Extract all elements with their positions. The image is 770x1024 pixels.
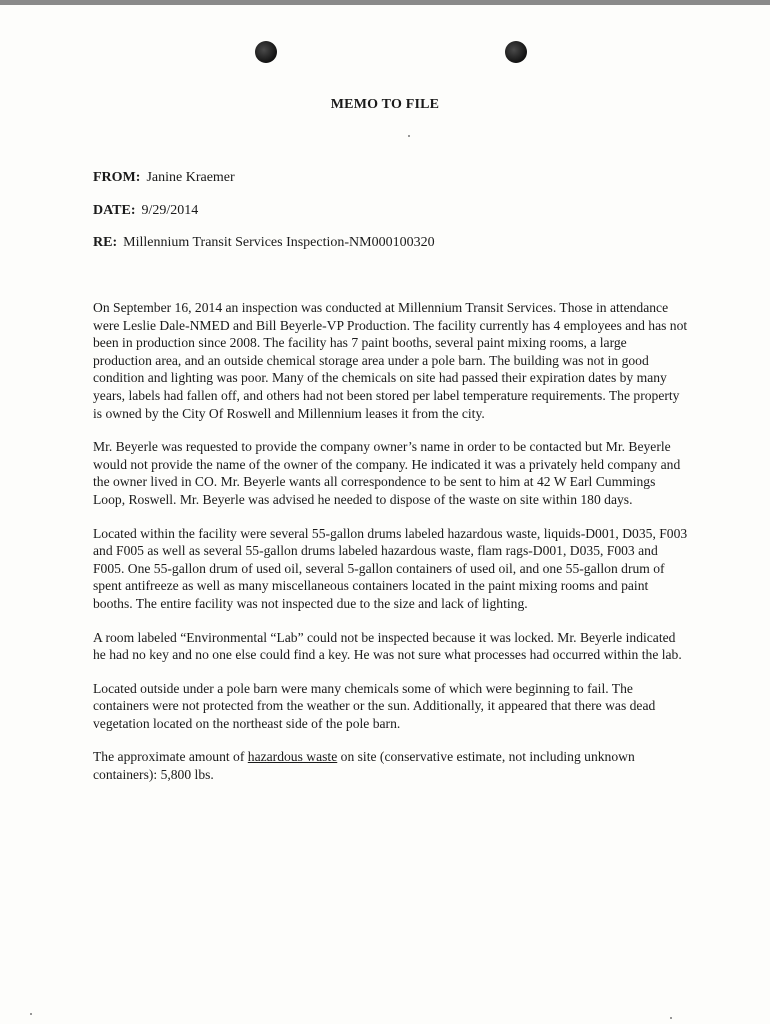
scan-speck (670, 1017, 672, 1019)
memo-page (0, 5, 770, 1024)
re-line (93, 235, 435, 251)
estimate-underlined: hazardous waste (247, 749, 338, 765)
date-label: DATE: (93, 203, 136, 218)
paragraph-lab: A room labeled “Environmental “Lab” could not be inspected because it was locked. Mr. Beyerle indicated he had no key and no one else could find a key. He was not sure what processes had occurred within the lab. (93, 629, 682, 663)
scan-speck (30, 1013, 32, 1015)
memo-title: MEMO TO FILE (330, 97, 440, 112)
paragraph-estimate (93, 748, 688, 783)
from-label: FROM: (93, 170, 141, 185)
from-line (93, 170, 235, 186)
punch-hole-right (505, 41, 527, 63)
re-label: RE: (93, 235, 118, 250)
estimate-text-before: The approximate amount of (93, 749, 248, 765)
date-line (93, 203, 198, 219)
scan-speck (408, 135, 410, 137)
paragraph-inspection: On September 16, 2014 an inspection was conducted at Millennium Transit Services. Those in attendance were Leslie Dale-NMED and Bill Beyerle-VP Production. The facility currently has 4 employees and has not been in production since 2008. The facility has 7 paint booths, several paint mixing rooms, a large production area, and an outside chemical storage area under a pole barn. The building was not in good condition and lighting was poor. Many of the chemicals on site had passed their expiration dates by many years, labels had fallen off, and others had not been stored per label temperature requirements. The property is owned by the City Of Roswell and Millennium leases it from the city. (93, 300, 688, 421)
paragraph-owner: Mr. Beyerle was requested to provide the company owner’s name in order to be contacted but Mr. Beyerle would not provide the name of the owner of the company. He indicated it was a privately held company and the owner lived in CO. Mr. Beyerle wants all correspondence to be sent to him at 42 W Earl Cummings Loop, Roswell. Mr. Beyerle was advised he needed to dispose of the waste on site within 180 days. (93, 439, 681, 507)
date-value: 9/29/2014 (141, 203, 199, 218)
re-value: Millennium Transit Services Inspection-NM000100320 (123, 235, 435, 250)
paragraph-pole-barn: Located outside under a pole barn were many chemicals some of which were beginning to fail. The containers were not protected from the weather or the sun. Additionally, it appeared that there was dead vegetation located on the northeast side of the pole barn. (93, 680, 656, 731)
estimate-text-after: on site (conservative estimate, not including unknown containers): 5,800 lbs. (93, 749, 635, 783)
from-value: Janine Kraemer (146, 170, 235, 185)
memo-body (93, 299, 688, 800)
punch-hole-left (255, 41, 277, 63)
paragraph-drums: Located within the facility were several 55-gallon drums labeled hazardous waste, liquids-D001, D035, F003 and F005 as well as several 55-gallon drums labeled hazardous waste, flam rags-D001, D035, F003 and F005. One 55-gallon drum of used oil, several 5-gallon containers of used oil, and one 55-gallon drum of spent antifreeze as well as many miscellaneous containers located in the paint mixing rooms and paint booths. The entire facility was not inspected due to the size and lack of lighting. (93, 525, 688, 611)
